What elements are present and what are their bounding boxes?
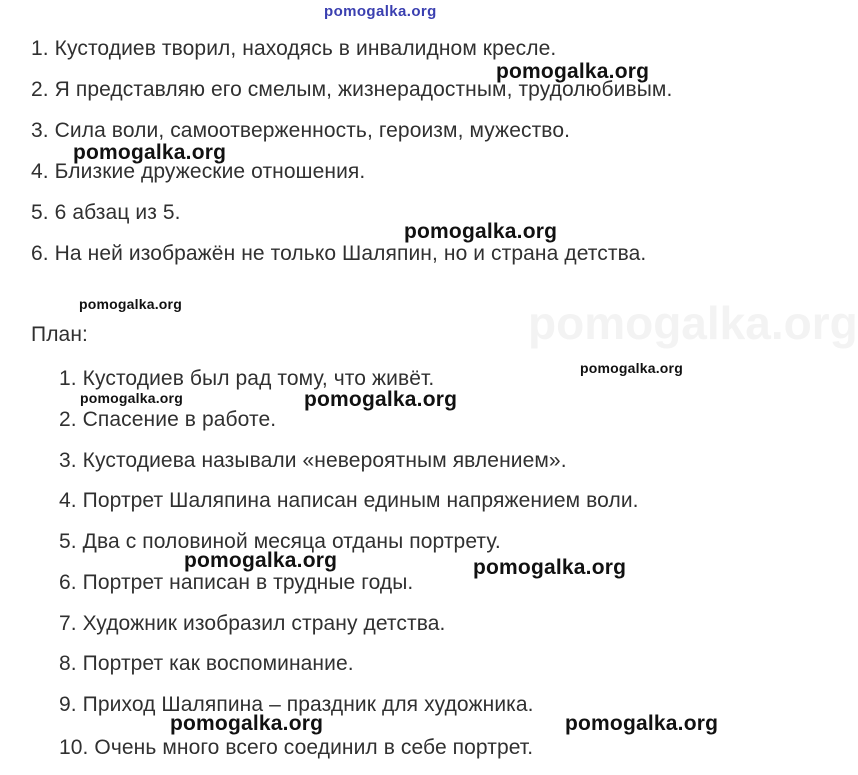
plan-item-3: 3. Кустодиева называли «невероятным явлением». xyxy=(59,449,567,472)
watermark: pomogalka.org xyxy=(79,296,182,312)
plan-item-1: 1. Кустодиев был рад тому, что живёт. xyxy=(59,367,435,390)
plan-title: План: xyxy=(31,323,88,346)
plan-item-7: 7. Художник изобразил страну детства. xyxy=(59,612,446,635)
answer-4: 4. Близкие дружеские отношения. xyxy=(31,160,366,183)
watermark: pomogalka.org xyxy=(565,712,719,735)
plan-item-2: 2. Спасение в работе. xyxy=(59,408,277,431)
plan-item-9: 9. Приход Шаляпина – праздник для художника. xyxy=(59,693,534,716)
answer-6: 6. На ней изображён не только Шаляпин, но и страна детства. xyxy=(31,242,647,265)
watermark: pomogalka.org xyxy=(304,388,458,411)
watermark: pomogalka.org xyxy=(496,60,650,83)
watermark: pomogalka.org xyxy=(184,549,338,572)
watermark: pomogalka.org xyxy=(170,712,324,735)
plan-item-8: 8. Портрет как воспоминание. xyxy=(59,652,354,675)
answer-5: 5. 6 абзац из 5. xyxy=(31,201,181,224)
watermark: pomogalka.org xyxy=(473,556,627,579)
plan-item-5: 5. Два с половиной месяца отданы портрету. xyxy=(59,530,501,553)
plan-item-10: 10. Очень много всего соединил в себе портрет. xyxy=(59,736,534,759)
plan-item-4: 4. Портрет Шаляпина написан единым напряжением воли. xyxy=(59,489,639,512)
watermark-top: pomogalka.org xyxy=(324,3,437,20)
answer-2: 2. Я представляю его смелым, жизнерадостным, трудолюбивым. xyxy=(31,78,673,101)
watermark: pomogalka.org xyxy=(80,390,183,406)
answer-3: 3. Сила воли, самоотверженность, героизм, мужество. xyxy=(31,119,571,142)
plan-item-6: 6. Портрет написан в трудные годы. xyxy=(59,571,414,594)
background-watermark: pomogalka.org xyxy=(528,297,858,349)
watermark: pomogalka.org xyxy=(73,141,227,164)
answer-1: 1. Кустодиев творил, находясь в инвалидном кресле. xyxy=(31,37,557,60)
watermark: pomogalka.org xyxy=(404,220,558,243)
watermark: pomogalka.org xyxy=(580,360,683,376)
